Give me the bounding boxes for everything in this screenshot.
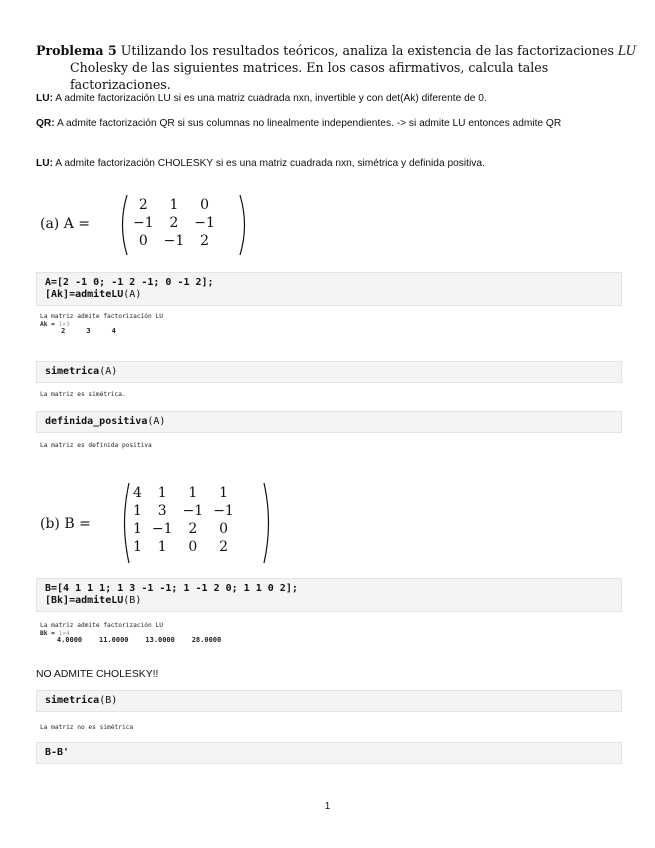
matrix-cell: 1 [133,521,142,537]
code-fn: simetrica [45,366,100,377]
matrix-row [128,214,220,232]
matrix-b [128,484,239,556]
code-line: A=[2 -1 0; -1 2 -1; 0 -1 2]; [45,277,214,288]
code-arg: (B) [123,595,142,606]
output-dims: 1×4 [58,629,70,637]
code-cell-b3[interactable] [36,742,622,764]
output-text: La matriz admite factorización LU [40,313,163,320]
note-text: A admite factorización CHOLESKY si es una matriz cuadrada nxn, simétrica y definida positiva. [52,158,485,169]
matrix-cell: 0 [219,521,228,537]
problem-statement [36,42,646,93]
code-cell-a3[interactable] [36,411,622,433]
note-text: A admite factorización LU si es una matriz cuadrada nxn, invertible y con det(Ak) diferente de 0. [52,93,487,104]
output-a2: La matriz es simétrica. [40,391,126,398]
matrix-cell: 1 [219,485,228,501]
code-line [45,289,613,301]
note-key: LU: [36,93,53,104]
note-text: A admite factorización QR si sus columnas no linealmente independientes. -> si admite LU entonces admite QR [54,118,562,129]
matrix-b-block [40,480,360,570]
output-b1 [40,622,221,645]
matrix-cell: 1 [169,197,179,213]
no-cholesky-note: NO ADMITE CHOLESKY!! [36,669,159,680]
note-cholesky [36,157,616,171]
code-arg: (B) [99,695,118,706]
output-values: 2 3 4 [40,327,116,335]
code-line [45,595,613,607]
matrix-cell: 1 [133,539,142,555]
matrix-cell: −1 [213,503,234,519]
code-fn: [Ak]=admiteLU [45,289,124,300]
note-key: LU: [36,158,53,169]
problem-text-italic: LU [617,43,637,58]
page-number: 1 [324,801,331,812]
right-paren-icon [238,194,250,256]
matrix-cell: −1 [182,503,204,519]
matrix-cell: 4 [133,485,142,501]
code-cell-b2[interactable] [36,690,622,712]
note-lu [36,92,616,106]
matrix-row [128,484,239,502]
right-paren-icon [262,482,274,564]
note-key: QR: [36,118,55,129]
matrix-cell: 3 [157,503,167,519]
matrix-b-label: (b) B = [40,516,91,532]
matrix-row [128,538,239,556]
output-values: 4.0000 11.0000 13.0000 28.0000 [40,636,222,644]
note-qr [36,117,596,131]
code-line [45,416,613,428]
matrix-a-block [40,190,340,260]
code-line: B=[4 1 1 1; 1 3 -1 -1; 1 -1 2 0; 1 1 0 2]; [45,583,298,594]
matrix-row [128,502,239,520]
matrix-cell: 1 [157,539,167,555]
code-line [45,366,613,378]
code-line [45,695,613,707]
code-arg: (A) [147,416,166,427]
code-fn: simetrica [45,695,100,706]
output-dims: 1×3 [58,320,70,328]
matrix-cell: −1 [163,233,185,249]
code-fn: definida_positiva [45,416,148,427]
matrix-cell: 2 [138,197,148,213]
output-b2: La matriz no es simétrica [40,724,134,731]
code-cell-b1[interactable] [36,578,622,612]
matrix-cell: 2 [200,233,210,249]
matrix-cell: −1 [151,521,173,537]
output-a3: La matriz es definida positiva [40,442,152,449]
matrix-row [128,520,239,538]
matrix-cell: 1 [157,485,167,501]
matrix-cell: 0 [200,197,210,213]
matrix-a-label: (a) A = [40,216,91,232]
output-var: Bk = [40,629,59,637]
matrix-cell: 2 [188,521,198,537]
matrix-row [128,196,220,214]
output-var: Ak = [40,320,59,328]
code-cell-a2[interactable] [36,361,622,383]
code-line: B-B' [45,747,70,758]
code-arg: (A) [123,289,142,300]
matrix-cell: −1 [194,215,215,231]
code-fn: [Bk]=admiteLU [45,595,124,606]
matrix-cell: 0 [188,539,198,555]
output-text: La matriz admite factorización LU [40,622,163,629]
matrix-cell: 0 [138,233,148,249]
code-cell-a1[interactable] [36,272,622,306]
output-a1 [40,313,163,336]
problem-number: Problema 5 [36,43,117,58]
matrix-cell: −1 [133,215,154,231]
code-arg: (A) [99,366,118,377]
matrix-cell: 1 [188,485,198,501]
matrix-cell: 2 [219,539,228,555]
matrix-a [128,196,220,250]
matrix-row [128,232,220,250]
problem-text-line1: Utilizando los resultados teóricos, analiza la existencia de las factorizaciones [120,43,614,58]
matrix-cell: 1 [133,503,142,519]
matrix-cell: 2 [169,215,179,231]
problem-text-line2: Cholesky de las siguientes matrices. En los casos afirmativos, calcula tales factorizaciones. [70,60,549,92]
